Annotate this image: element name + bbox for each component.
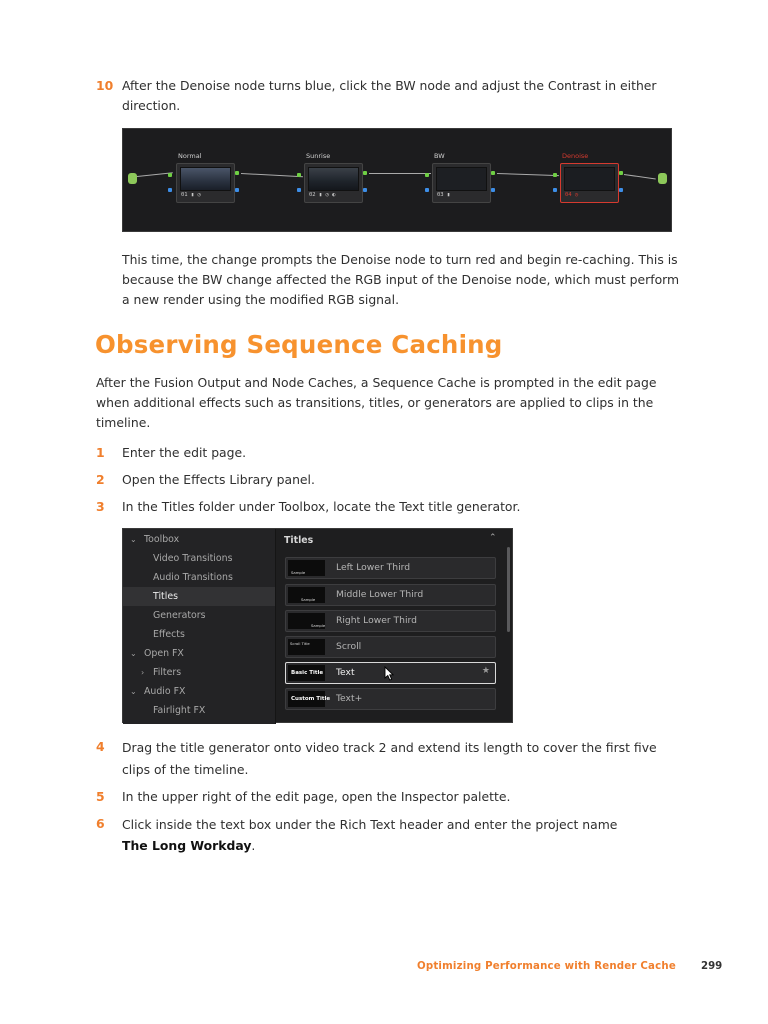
intro-paragraph: After the Fusion Output and Node Caches, a Sequence Cache is prompted in the edit page when additional effects such as transitions, titles, or generators are applied to clips in the timeline. — [96, 375, 657, 430]
tree-item-label: Audio FX — [144, 686, 186, 697]
alpha-input-port — [297, 188, 301, 192]
panel-title: Titles — [284, 535, 314, 546]
tree-item-video-transitions[interactable] — [123, 549, 275, 568]
step-text: Open the Effects Library panel. — [122, 472, 315, 487]
wire — [369, 173, 431, 174]
alpha-output-port — [235, 188, 239, 192]
section-heading: Observing Sequence Caching — [95, 330, 503, 359]
title-thumbnail: Sample — [288, 560, 325, 576]
step-text: Enter the edit page. — [122, 445, 247, 460]
tree-item-label: Video Transitions — [153, 553, 233, 564]
step-text: Drag the title generator onto video track 2 and extend its length to cover the first five clips of the timeline. — [122, 740, 657, 777]
tree-item-fairlight-fx[interactable] — [123, 701, 275, 720]
title-item-scroll[interactable] — [285, 636, 496, 658]
chevron-down-icon: ⌄ — [130, 687, 137, 696]
node-sunrise[interactable] — [304, 163, 363, 203]
node-label: Sunrise — [306, 152, 331, 160]
alpha-output-port — [491, 188, 495, 192]
alpha-output-port — [363, 188, 367, 192]
chevron-down-icon: ⌄ — [130, 649, 137, 658]
footer-chapter-title: Optimizing Performance with Render Cache — [417, 961, 676, 972]
node-meta: 01 ▮ ◷ — [181, 192, 201, 198]
title-name: Middle Lower Third — [336, 589, 424, 600]
chevron-down-icon: ⌄ — [130, 535, 137, 544]
node-bw[interactable] — [432, 163, 491, 203]
rgb-input-port — [425, 173, 429, 177]
alpha-input-port — [168, 188, 172, 192]
title-thumbnail: Sample — [288, 587, 325, 603]
tree-item-label: Fairlight FX — [153, 705, 206, 716]
rgb-input-port — [553, 173, 557, 177]
title-thumbnail: Scroll Title — [288, 639, 325, 655]
step-text: After the Denoise node turns blue, click the BW node and adjust the Contrast in either direction. — [122, 78, 657, 113]
title-thumbnail: Basic Title — [288, 665, 325, 681]
step-number: 2 — [96, 472, 105, 487]
title-thumbnail: Custom Title — [288, 691, 325, 707]
step-number: 6 — [96, 816, 105, 831]
tree-item-label: Generators — [153, 610, 206, 621]
title-name: Left Lower Third — [336, 562, 411, 573]
tree-item-label: Titles — [153, 591, 178, 602]
tree-item-effects[interactable] — [123, 625, 275, 644]
title-item-middle-lower-third[interactable] — [285, 584, 496, 606]
project-name: The Long Workday — [122, 838, 252, 853]
tree-item-label: Filters — [153, 667, 182, 678]
step-number: 3 — [96, 499, 105, 514]
tree-item-label: Toolbox — [144, 534, 180, 545]
rgb-output-port — [491, 171, 495, 175]
tree-item-titles[interactable] — [123, 587, 275, 606]
tree-item-label: Open FX — [144, 648, 184, 659]
node-label: Denoise — [562, 152, 589, 160]
mouse-cursor-icon — [384, 666, 394, 681]
node-label: Normal — [178, 152, 202, 160]
chevron-up-icon[interactable]: ⌃ — [489, 533, 497, 543]
node-thumbnail — [180, 167, 231, 191]
node-normal[interactable] — [176, 163, 235, 203]
node-graph-screenshot — [122, 128, 672, 232]
effects-library-screenshot — [122, 528, 513, 723]
effects-tree — [123, 529, 276, 724]
tree-item-label: Effects — [153, 629, 185, 640]
title-name: Scroll — [336, 641, 362, 652]
step-text: In the Titles folder under Toolbox, locate the Text title generator. — [122, 499, 521, 514]
tree-item-audio-transitions[interactable] — [123, 568, 275, 587]
step-number: 4 — [96, 739, 105, 754]
output-port-icon — [658, 173, 667, 184]
input-port-icon — [128, 173, 137, 184]
step-text: Click inside the text box under the Rich Text header and enter the project name The Long Workday. — [122, 817, 618, 853]
wire — [624, 174, 656, 179]
title-item-text-plus[interactable] — [285, 688, 496, 710]
star-icon[interactable]: ★ — [481, 666, 490, 676]
node-thumbnail — [308, 167, 359, 191]
title-item-left-lower-third[interactable] — [285, 557, 496, 579]
tree-item-generators[interactable] — [123, 606, 275, 625]
node-thumbnail — [564, 167, 615, 191]
wire — [241, 173, 303, 177]
node-meta: 04 ◷ — [565, 192, 579, 198]
node-meta: 02 ▮ ◷ ◐ — [309, 192, 336, 198]
page-number: 299 — [701, 961, 723, 972]
tree-item-toolbox[interactable] — [123, 530, 275, 549]
step-number: 1 — [96, 445, 105, 460]
explanation-paragraph: This time, the change prompts the Denoise node to turn red and begin re-caching. This is because the BW change affected the RGB input of the Denoise node, which must perform a new render using the modified RGB signal. — [122, 252, 680, 307]
wire — [497, 173, 559, 176]
step-number: 10 — [96, 78, 114, 93]
node-meta: 03 ▮ — [437, 192, 451, 198]
tree-item-open-fx[interactable] — [123, 644, 275, 663]
scrollbar[interactable] — [507, 547, 510, 632]
rgb-output-port — [619, 171, 623, 175]
rgb-output-port — [235, 171, 239, 175]
rgb-output-port — [363, 171, 367, 175]
alpha-input-port — [425, 188, 429, 192]
step-number: 5 — [96, 789, 105, 804]
rgb-input-port — [297, 173, 301, 177]
tree-item-audio-fx[interactable] — [123, 682, 275, 701]
node-thumbnail — [436, 167, 487, 191]
title-name: Text — [336, 667, 355, 678]
node-denoise[interactable] — [560, 163, 619, 203]
title-thumbnail: Sample — [288, 613, 325, 629]
step-text: In the upper right of the edit page, open the Inspector palette. — [122, 789, 511, 804]
tree-item-filters[interactable] — [123, 663, 275, 682]
title-item-right-lower-third[interactable] — [285, 610, 496, 632]
title-name: Right Lower Third — [336, 615, 417, 626]
alpha-output-port — [619, 188, 623, 192]
alpha-input-port — [553, 188, 557, 192]
tree-item-label: Audio Transitions — [153, 572, 233, 583]
title-name: Text+ — [336, 693, 363, 704]
node-label: BW — [434, 152, 445, 160]
chevron-right-icon: › — [141, 668, 145, 677]
rgb-input-port — [168, 173, 172, 177]
